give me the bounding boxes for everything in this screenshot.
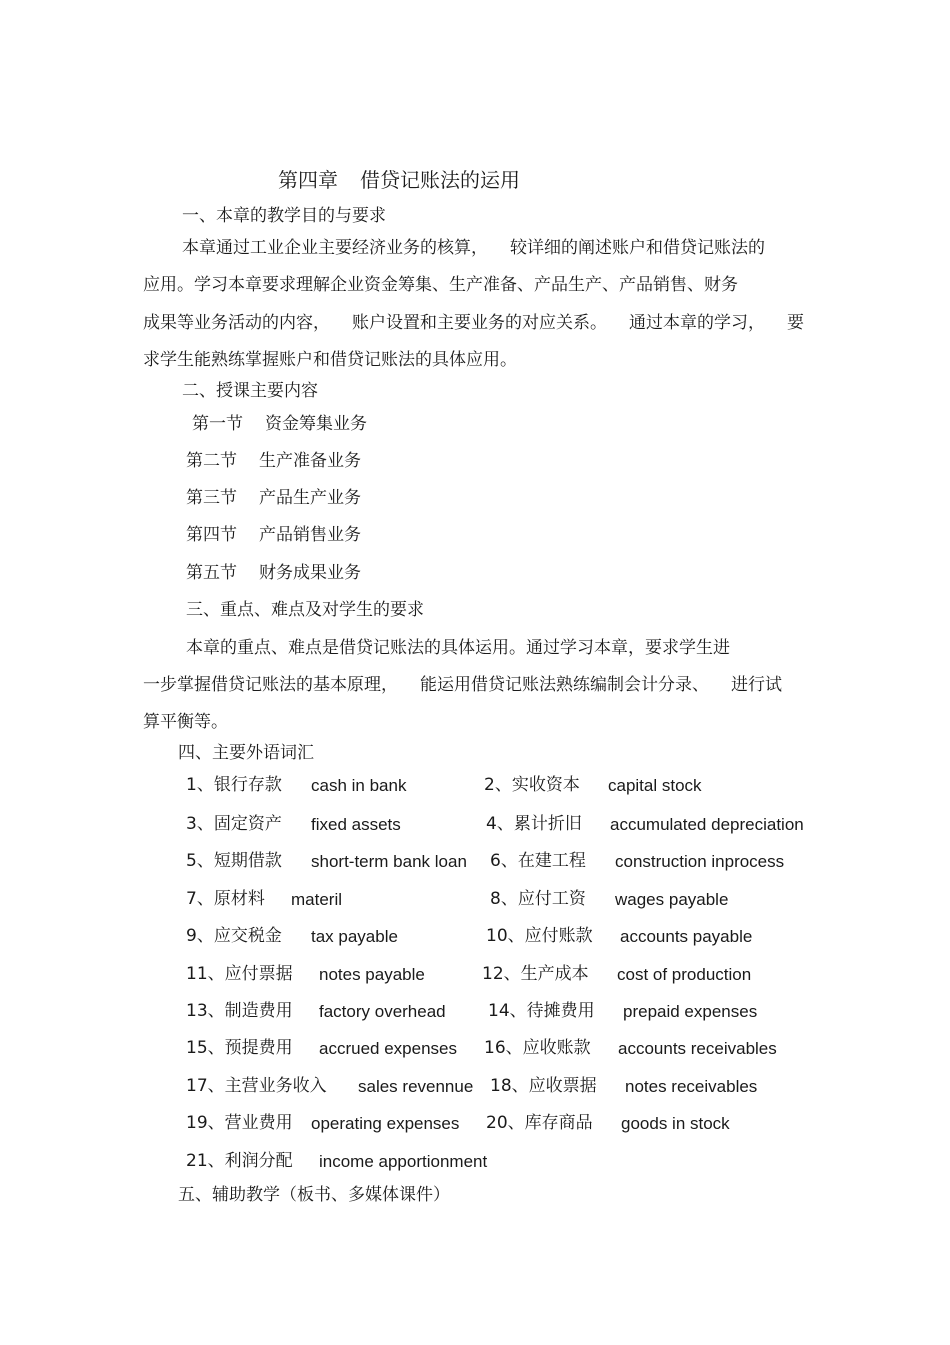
outline-item: 第四节 产品销售业务 xyxy=(186,525,361,545)
section-4-heading: 四、主要外语词汇 xyxy=(178,743,314,763)
vocab-term-en: notes receivables xyxy=(625,1077,758,1096)
vocab-term-en: accounts receivables xyxy=(618,1039,777,1058)
vocab-term-en: short-term bank loan xyxy=(311,852,467,871)
outline-item: 第二节 生产准备业务 xyxy=(186,451,361,471)
outline-item: 第五节 财务成果业务 xyxy=(186,563,361,583)
paragraph-line: 成果等业务活动的内容， 账户设置和主要业务的对应关系。 通过本章的学习， 要 xyxy=(143,313,804,333)
vocab-term-en: capital stock xyxy=(608,776,702,795)
vocab-term-en: factory overhead xyxy=(319,1002,446,1021)
chapter-number: 第四章 xyxy=(278,168,338,192)
section-3-heading: 三、重点、难点及对学生的要求 xyxy=(186,600,424,620)
vocab-term-en: cost of production xyxy=(617,965,752,984)
vocab-term-cn: 11、应付票据 xyxy=(186,964,293,984)
vocab-term-cn: 5、短期借款 xyxy=(186,851,282,871)
vocab-term-en: goods in stock xyxy=(621,1114,730,1133)
vocab-term-cn: 2、实收资本 xyxy=(484,775,580,795)
vocab-term-en: operating expenses xyxy=(311,1114,460,1133)
vocab-term-en: construction inprocess xyxy=(615,852,785,871)
vocab-term-cn: 9、应交税金 xyxy=(186,926,282,946)
vocab-term-cn: 1、银行存款 xyxy=(186,775,282,795)
section-2-heading: 二、授课主要内容 xyxy=(182,381,318,401)
vocab-term-en: fixed assets xyxy=(311,815,401,834)
vocab-term-en: accounts payable xyxy=(620,927,753,946)
paragraph-line: 算平衡等。 xyxy=(143,712,228,732)
vocab-term-cn: 16、应收账款 xyxy=(484,1038,591,1058)
vocab-term-en: accumulated depreciation xyxy=(610,815,804,834)
chapter-title xyxy=(278,167,520,193)
paragraph-line: 本章的重点、难点是借贷记账法的具体运用。通过学习本章，要求学生进 xyxy=(186,638,730,658)
vocab-term-cn: 19、营业费用 xyxy=(186,1113,293,1133)
vocab-term-en: accrued expenses xyxy=(319,1039,457,1058)
vocab-term-cn: 3、固定资产 xyxy=(186,814,282,834)
vocab-term-en: notes payable xyxy=(319,965,425,984)
vocab-term-cn: 8、应付工资 xyxy=(490,889,586,909)
vocab-term-cn: 13、制造费用 xyxy=(186,1001,293,1021)
vocab-term-cn: 10、应付账款 xyxy=(486,926,593,946)
chapter-name: 借贷记账法的运用 xyxy=(360,168,520,192)
paragraph-line: 本章通过工业企业主要经济业务的核算， 较详细的阐述账户和借贷记账法的 xyxy=(182,238,765,258)
vocab-term-en: tax payable xyxy=(311,927,398,946)
vocab-term-cn: 7、原材料 xyxy=(186,889,265,909)
vocab-term-en: sales revennue xyxy=(358,1077,474,1096)
section-5-heading: 五、辅助教学（板书、多媒体课件） xyxy=(178,1185,450,1205)
vocab-term-cn: 17、主营业务收入 xyxy=(186,1076,327,1096)
paragraph-line: 求学生能熟练掌握账户和借贷记账法的具体应用。 xyxy=(143,350,517,370)
vocab-term-en: wages payable xyxy=(615,890,729,909)
vocab-term-en: materil xyxy=(291,890,343,909)
section-1-heading: 一、本章的教学目的与要求 xyxy=(182,206,386,226)
vocab-term-cn: 6、在建工程 xyxy=(490,851,586,871)
outline-item: 第三节 产品生产业务 xyxy=(186,488,361,508)
outline-item: 第一节 资金筹集业务 xyxy=(192,414,367,434)
paragraph-line: 一步掌握借贷记账法的基本原理， 能运用借贷记账法熟练编制会计分录、 进行试 xyxy=(143,675,782,695)
vocab-term-cn: 20、库存商品 xyxy=(486,1113,593,1133)
vocab-term-en: prepaid expenses xyxy=(623,1002,758,1021)
vocab-term-en: income apportionment xyxy=(319,1152,488,1171)
vocab-term-cn: 15、预提费用 xyxy=(186,1038,293,1058)
vocab-term-cn: 12、生产成本 xyxy=(482,964,589,984)
vocab-term-en: cash in bank xyxy=(311,776,407,795)
vocab-term-cn: 14、待摊费用 xyxy=(488,1001,595,1021)
paragraph-line: 应用。学习本章要求理解企业资金筹集、生产准备、产品生产、产品销售、财务 xyxy=(143,275,738,295)
vocab-term-cn: 4、累计折旧 xyxy=(486,814,582,834)
vocab-term-cn: 18、应收票据 xyxy=(490,1076,597,1096)
vocab-term-cn: 21、利润分配 xyxy=(186,1151,293,1171)
